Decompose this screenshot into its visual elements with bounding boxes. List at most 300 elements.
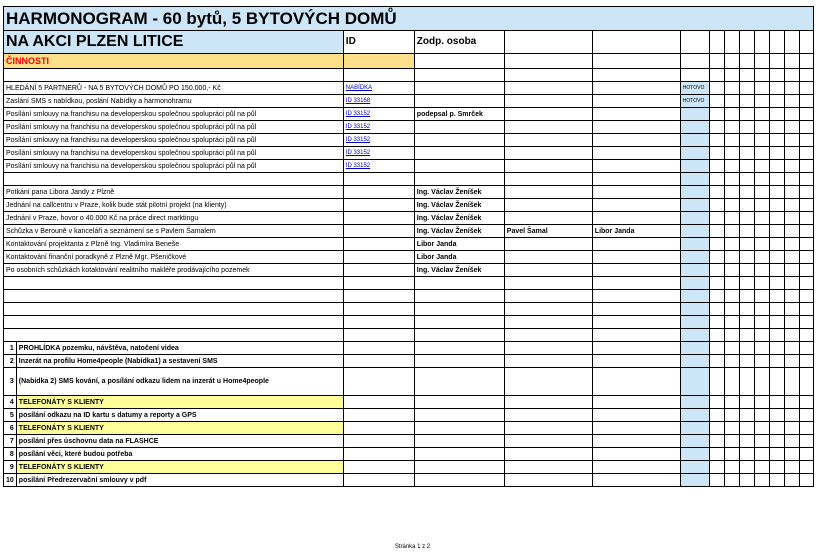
- task-text: posílání Předrezervační smlouvy v pdf: [16, 474, 343, 487]
- grid-cell: [709, 422, 724, 435]
- grid-cell: [784, 251, 799, 264]
- status-cell: [680, 108, 709, 121]
- activity-text: Zaslání SMS s nabídkou, poslání Nabídky a harmonohramu: [4, 95, 344, 108]
- grid-cell: [724, 368, 739, 396]
- grid-cell: [739, 199, 754, 212]
- grid-cell: [724, 147, 739, 160]
- grid-cell: [769, 134, 784, 147]
- grid-cell: [739, 342, 754, 355]
- grid-cell: [784, 225, 799, 238]
- grid-cell: [799, 160, 813, 173]
- grid-cell: [769, 316, 784, 329]
- activity-id-link[interactable]: ID 33152: [343, 160, 414, 173]
- grid-cell: [680, 368, 709, 396]
- numbered-row: [4, 396, 814, 409]
- grid-cell: [784, 160, 799, 173]
- grid-cell: [709, 121, 724, 134]
- grid-cell: [784, 173, 799, 186]
- title-line1: HARMONOGRAM - 60 bytů, 5 BYTOVÝCH DOMŮ: [4, 7, 814, 31]
- grid-cell: [799, 238, 813, 251]
- responsible-person-3: [592, 134, 680, 147]
- status-cell: [680, 160, 709, 173]
- grid-cell: [769, 251, 784, 264]
- grid-cell: [754, 147, 769, 160]
- responsible-person: Ing. Václav Ženíšek: [414, 225, 504, 238]
- grid-cell: [414, 368, 504, 396]
- grid-cell: [592, 461, 680, 474]
- grid-cell: [799, 342, 813, 355]
- grid-cell: [784, 461, 799, 474]
- responsible-person-3: [592, 147, 680, 160]
- grid-cell: [739, 474, 754, 487]
- grid-cell: [739, 186, 754, 199]
- responsible-person-3: Libor Janda: [592, 225, 680, 238]
- grid-cell: [784, 238, 799, 251]
- cinnosti-header: ČINNOSTI: [4, 54, 344, 69]
- grid-cell: [754, 134, 769, 147]
- grid-cell: [724, 82, 739, 95]
- grid-cell: [592, 290, 680, 303]
- responsible-person: Ing. Václav Ženíšek: [414, 264, 504, 277]
- grid-cell: [754, 409, 769, 422]
- responsible-person-2: [504, 251, 592, 264]
- grid-cell: [769, 329, 784, 342]
- responsible-person-3: [592, 212, 680, 225]
- grid-cell: [709, 355, 724, 368]
- grid-cell: [414, 342, 504, 355]
- grid-cell: [769, 212, 784, 225]
- status-cell: [680, 134, 709, 147]
- grid-cell: [709, 199, 724, 212]
- grid-cell: [784, 329, 799, 342]
- activity-text: [4, 173, 344, 186]
- activity-row: [4, 160, 814, 173]
- grid-cell: [709, 95, 724, 108]
- grid-cell: [799, 212, 813, 225]
- numbered-row: [4, 448, 814, 461]
- task-text: posílání věci, které budou potřeba: [16, 448, 343, 461]
- activity-id-link: [343, 199, 414, 212]
- activity-id-link[interactable]: ID 33168: [343, 95, 414, 108]
- grid-cell: [754, 461, 769, 474]
- grid-cell: [769, 290, 784, 303]
- row-number: 5: [4, 409, 17, 422]
- numbered-row: [4, 409, 814, 422]
- responsible-person: [414, 82, 504, 95]
- grid-cell: [414, 303, 504, 316]
- grid-cell: [754, 355, 769, 368]
- grid-cell: [784, 95, 799, 108]
- grid-cell: [769, 95, 784, 108]
- grid-cell: [504, 290, 592, 303]
- grid-cell: [343, 290, 414, 303]
- grid-cell: [784, 409, 799, 422]
- responsible-person-2: [504, 186, 592, 199]
- grid-cell: [414, 474, 504, 487]
- grid-cell: [754, 422, 769, 435]
- grid-cell: [799, 409, 813, 422]
- grid-cell: [769, 342, 784, 355]
- grid-cell: [784, 368, 799, 396]
- grid-cell: [343, 461, 414, 474]
- grid-cell: [4, 290, 344, 303]
- activity-text: Jednání v Praze, hovor o 40.000 Kč na práce direct marktingu: [4, 212, 344, 225]
- grid-cell: [504, 277, 592, 290]
- grid-cell: [724, 448, 739, 461]
- grid-cell: [739, 329, 754, 342]
- responsible-person: podepsal p. Smrček: [414, 108, 504, 121]
- activity-id-link: [343, 225, 414, 238]
- activity-row: [4, 212, 814, 225]
- grid-cell: [592, 409, 680, 422]
- grid-cell: [754, 396, 769, 409]
- grid-cell: [4, 303, 344, 316]
- activity-row: [4, 264, 814, 277]
- grid-cell: [724, 461, 739, 474]
- grid-cell: [504, 355, 592, 368]
- grid-cell: [739, 160, 754, 173]
- grid-cell: [784, 186, 799, 199]
- grid-cell: [592, 435, 680, 448]
- grid-cell: [799, 396, 813, 409]
- responsible-person-3: [592, 95, 680, 108]
- responsible-person: Ing. Václav Ženíšek: [414, 199, 504, 212]
- grid-cell: [769, 238, 784, 251]
- grid-cell: [739, 238, 754, 251]
- grid-cell: [592, 316, 680, 329]
- grid-cell: [739, 95, 754, 108]
- grid-cell: [709, 173, 724, 186]
- grid-cell: [799, 173, 813, 186]
- grid-cell: [724, 303, 739, 316]
- status-cell: [680, 225, 709, 238]
- grid-cell: [680, 329, 709, 342]
- activity-id-link[interactable]: ID 33152: [343, 134, 414, 147]
- grid-cell: [680, 461, 709, 474]
- responsible-person-2: [504, 160, 592, 173]
- row-number: 10: [4, 474, 17, 487]
- task-text: PROHLÍDKA pozemku, návštěva, natočení videa: [16, 342, 343, 355]
- grid-cell: [769, 108, 784, 121]
- grid-cell: [343, 409, 414, 422]
- grid-cell: [739, 409, 754, 422]
- harmonogram-sheet: [3, 6, 814, 487]
- grid-cell: [592, 329, 680, 342]
- responsible-person-2: [504, 82, 592, 95]
- grid-cell: [724, 316, 739, 329]
- grid-cell: [769, 147, 784, 160]
- grid-cell: [799, 461, 813, 474]
- status-cell: HOTOVO: [680, 95, 709, 108]
- activity-text: Posílání smlouvy na franchisu na developerskou společnou spolupráci půl na půl: [4, 108, 344, 121]
- grid-cell: [784, 290, 799, 303]
- grid-cell: [784, 264, 799, 277]
- header-zodp: Zodp. osoba: [414, 31, 504, 54]
- grid-cell: [739, 264, 754, 277]
- grid-cell: [343, 342, 414, 355]
- grid-cell: [739, 108, 754, 121]
- numbered-row: [4, 342, 814, 355]
- grid-cell: [784, 316, 799, 329]
- grid-cell: [769, 396, 784, 409]
- activity-text: Jednání na callcentru v Praze, kolik bude stát pilotní projekt (na klienty): [4, 199, 344, 212]
- grid-cell: [504, 316, 592, 329]
- numbered-row: [4, 474, 814, 487]
- status-cell: [680, 199, 709, 212]
- grid-cell: [754, 368, 769, 396]
- grid-cell: [739, 396, 754, 409]
- grid-cell: [709, 251, 724, 264]
- grid-cell: [724, 474, 739, 487]
- grid-cell: [680, 448, 709, 461]
- grid-cell: [739, 134, 754, 147]
- status-cell: [680, 238, 709, 251]
- grid-cell: [769, 199, 784, 212]
- grid-cell: [414, 329, 504, 342]
- responsible-person-2: [504, 121, 592, 134]
- grid-cell: [754, 448, 769, 461]
- status-cell: [680, 147, 709, 160]
- grid-cell: [709, 409, 724, 422]
- grid-cell: [754, 225, 769, 238]
- grid-cell: [724, 422, 739, 435]
- grid-cell: [592, 474, 680, 487]
- responsible-person-3: [592, 121, 680, 134]
- grid-cell: [769, 82, 784, 95]
- grid-cell: [799, 474, 813, 487]
- grid-cell: [504, 435, 592, 448]
- activity-id-link: [343, 238, 414, 251]
- responsible-person-2: [504, 134, 592, 147]
- grid-cell: [784, 448, 799, 461]
- grid-cell: [754, 329, 769, 342]
- grid-cell: [724, 225, 739, 238]
- status-cell: HOTOVO: [680, 82, 709, 95]
- numbered-row: [4, 461, 814, 474]
- grid-cell: [504, 461, 592, 474]
- activity-id-link[interactable]: ID 33152: [343, 121, 414, 134]
- grid-cell: [754, 251, 769, 264]
- grid-cell: [592, 355, 680, 368]
- activity-row: [4, 186, 814, 199]
- grid-cell: [724, 108, 739, 121]
- responsible-person-3: [592, 108, 680, 121]
- grid-cell: [769, 225, 784, 238]
- grid-cell: [504, 422, 592, 435]
- grid-cell: [739, 121, 754, 134]
- task-text: (Nabídka 2) SMS kování, a posílání odkazu lidem na inzerát u Home4people: [16, 368, 343, 396]
- grid-cell: [504, 396, 592, 409]
- grid-cell: [504, 448, 592, 461]
- grid-cell: [4, 329, 344, 342]
- grid-cell: [343, 448, 414, 461]
- grid-cell: [709, 342, 724, 355]
- grid-cell: [414, 409, 504, 422]
- grid-cell: [592, 303, 680, 316]
- grid-cell: [769, 435, 784, 448]
- grid-cell: [724, 186, 739, 199]
- grid-cell: [724, 264, 739, 277]
- grid-cell: [724, 95, 739, 108]
- grid-cell: [504, 474, 592, 487]
- grid-cell: [724, 251, 739, 264]
- grid-cell: [769, 160, 784, 173]
- grid-cell: [724, 277, 739, 290]
- grid-cell: [784, 134, 799, 147]
- grid-cell: [414, 422, 504, 435]
- responsible-person-2: [504, 147, 592, 160]
- activity-row: [4, 199, 814, 212]
- grid-cell: [724, 409, 739, 422]
- grid-cell: [680, 316, 709, 329]
- activity-row: [4, 82, 814, 95]
- grid-cell: [343, 474, 414, 487]
- grid-cell: [504, 368, 592, 396]
- grid-cell: [769, 461, 784, 474]
- activity-text: Posílání smlouvy na franchisu na developerskou společnou spolupráci půl na půl: [4, 134, 344, 147]
- grid-cell: [709, 238, 724, 251]
- grid-cell: [799, 251, 813, 264]
- grid-cell: [799, 448, 813, 461]
- grid-cell: [680, 355, 709, 368]
- grid-cell: [769, 368, 784, 396]
- grid-cell: [739, 147, 754, 160]
- activity-text: HLEDÁNÍ 5 PARTNERŮ - NA 5 BYTOVÝCH DOMŮ PO 150.000,- Kč: [4, 82, 344, 95]
- grid-cell: [414, 396, 504, 409]
- grid-cell: [724, 355, 739, 368]
- grid-cell: [799, 134, 813, 147]
- grid-cell: [592, 448, 680, 461]
- responsible-person-3: [592, 82, 680, 95]
- grid-cell: [799, 303, 813, 316]
- grid-cell: [680, 342, 709, 355]
- header-id: ID: [343, 31, 414, 54]
- activity-row: [4, 147, 814, 160]
- grid-cell: [680, 277, 709, 290]
- status-cell: [680, 186, 709, 199]
- grid-cell: [799, 95, 813, 108]
- grid-cell: [709, 329, 724, 342]
- responsible-person: [414, 173, 504, 186]
- grid-cell: [754, 108, 769, 121]
- activity-row: [4, 121, 814, 134]
- task-text: TELEFONÁTY S KLIENTY: [16, 461, 343, 474]
- grid-cell: [724, 238, 739, 251]
- grid-cell: [769, 277, 784, 290]
- responsible-person-3: [592, 264, 680, 277]
- grid-cell: [709, 316, 724, 329]
- grid-cell: [709, 368, 724, 396]
- grid-cell: [414, 435, 504, 448]
- responsible-person: [414, 160, 504, 173]
- activity-text: Posílání smlouvy na franchisu na developerskou společnou spolupráci půl na půl: [4, 121, 344, 134]
- grid-cell: [784, 342, 799, 355]
- status-cell: [680, 212, 709, 225]
- activity-id-link[interactable]: ID 33152: [343, 147, 414, 160]
- responsible-person: Libor Janda: [414, 238, 504, 251]
- grid-cell: [754, 316, 769, 329]
- grid-cell: [709, 435, 724, 448]
- grid-cell: [739, 225, 754, 238]
- grid-cell: [680, 422, 709, 435]
- activity-row: [4, 95, 814, 108]
- grid-cell: [739, 435, 754, 448]
- grid-cell: [799, 290, 813, 303]
- grid-cell: [769, 422, 784, 435]
- grid-cell: [592, 396, 680, 409]
- responsible-person-2: Pavel Šamal: [504, 225, 592, 238]
- grid-cell: [680, 396, 709, 409]
- responsible-person-2: [504, 108, 592, 121]
- numbered-row: [4, 435, 814, 448]
- numbered-row: [4, 422, 814, 435]
- grid-cell: [680, 474, 709, 487]
- responsible-person-3: [592, 251, 680, 264]
- row-number: 3: [4, 368, 17, 396]
- grid-cell: [784, 303, 799, 316]
- grid-cell: [680, 409, 709, 422]
- grid-cell: [724, 212, 739, 225]
- grid-cell: [343, 355, 414, 368]
- grid-cell: [709, 290, 724, 303]
- grid-cell: [709, 134, 724, 147]
- numbered-row: [4, 355, 814, 368]
- grid-cell: [724, 290, 739, 303]
- grid-cell: [739, 277, 754, 290]
- grid-cell: [724, 329, 739, 342]
- grid-cell: [724, 134, 739, 147]
- grid-cell: [739, 303, 754, 316]
- grid-cell: [414, 355, 504, 368]
- status-cell: [680, 264, 709, 277]
- grid-cell: [709, 186, 724, 199]
- grid-cell: [769, 355, 784, 368]
- grid-cell: [799, 316, 813, 329]
- responsible-person-3: [592, 173, 680, 186]
- row-number: 7: [4, 435, 17, 448]
- grid-cell: [739, 173, 754, 186]
- grid-cell: [799, 329, 813, 342]
- grid-cell: [769, 121, 784, 134]
- grid-cell: [769, 303, 784, 316]
- activity-id-link: [343, 173, 414, 186]
- activity-id-link[interactable]: NABÍDKA: [343, 82, 414, 95]
- grid-cell: [769, 409, 784, 422]
- activity-row: [4, 225, 814, 238]
- responsible-person-3: [592, 160, 680, 173]
- grid-cell: [709, 160, 724, 173]
- grid-cell: [343, 316, 414, 329]
- activity-id-link[interactable]: ID 33152: [343, 108, 414, 121]
- grid-cell: [799, 225, 813, 238]
- grid-cell: [784, 396, 799, 409]
- responsible-person-2: [504, 199, 592, 212]
- grid-cell: [754, 474, 769, 487]
- grid-cell: [709, 448, 724, 461]
- grid-cell: [799, 277, 813, 290]
- grid-cell: [784, 212, 799, 225]
- grid-cell: [592, 422, 680, 435]
- numbered-row: [4, 368, 814, 396]
- grid-cell: [343, 277, 414, 290]
- grid-cell: [769, 186, 784, 199]
- grid-cell: [709, 303, 724, 316]
- responsible-person-2: [504, 238, 592, 251]
- grid-cell: [784, 474, 799, 487]
- grid-cell: [754, 238, 769, 251]
- responsible-person-3: [592, 199, 680, 212]
- row-number: 4: [4, 396, 17, 409]
